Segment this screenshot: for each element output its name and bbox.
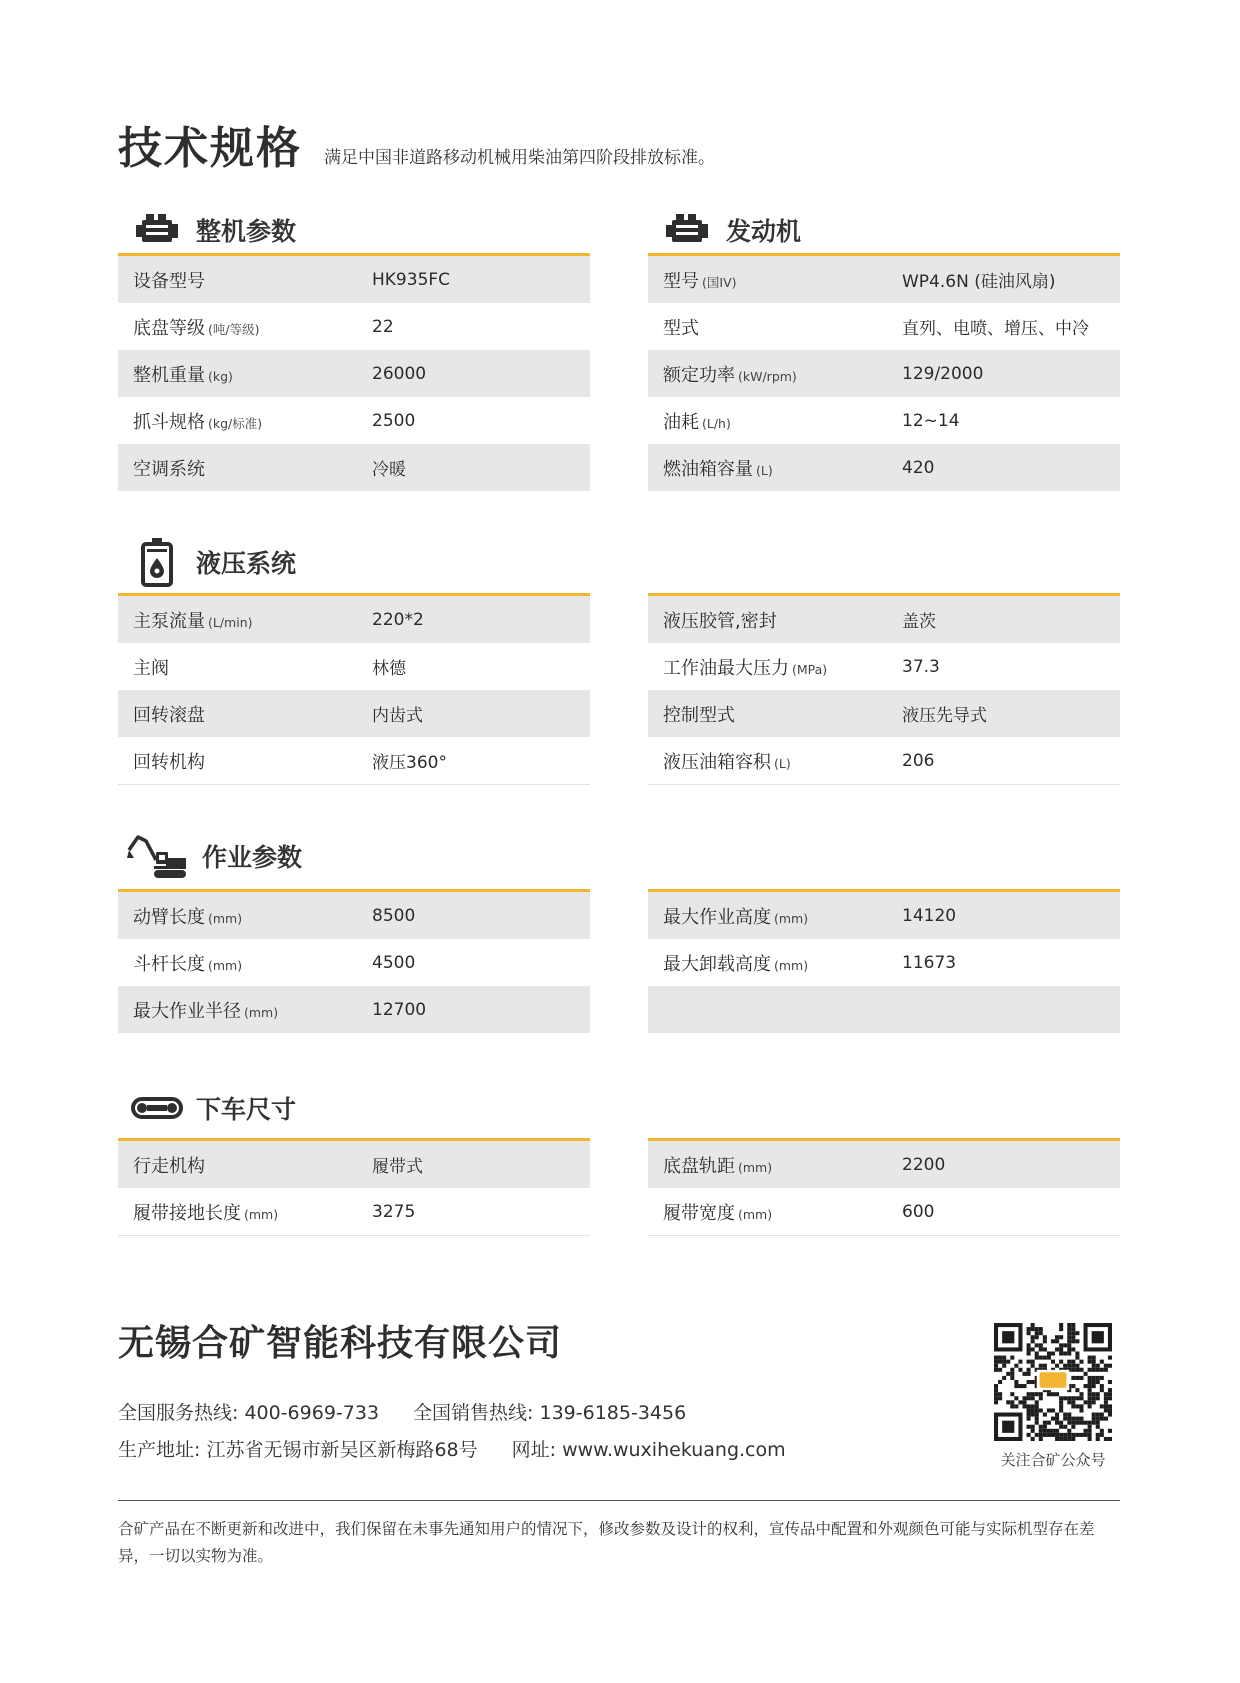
- spec-label: 底盘等级 (吨/等级): [133, 317, 260, 339]
- spec-value: 12700: [372, 999, 427, 1020]
- table-row: [648, 256, 1120, 303]
- spec-label: 设备型号: [133, 270, 205, 292]
- spec-label: 最大作业半径 (mm): [133, 1000, 279, 1022]
- section-title: 液压系统: [196, 549, 297, 578]
- spec-value: 直列、电喷、增压、中冷: [902, 319, 1089, 339]
- table-row: [118, 303, 590, 350]
- section-heading-engine: [660, 200, 801, 260]
- address-line: [118, 1435, 786, 1462]
- engine-block-icon: [660, 203, 714, 257]
- spec-value: 22: [372, 316, 394, 337]
- spec-table-undercarriage-right: [648, 1138, 1120, 1236]
- spec-label: 抓斗规格 (kg/标准): [133, 411, 263, 433]
- footer-divider: [118, 1500, 1120, 1501]
- spec-label: 回转滚盘: [133, 704, 205, 726]
- spec-table-hydraulic-left: [118, 593, 590, 785]
- spec-value: 4500: [372, 952, 416, 973]
- table-row: [118, 350, 590, 397]
- spec-value: 37.3: [902, 656, 940, 677]
- table-row: [118, 939, 590, 986]
- spec-label: 整机重量 (kg): [133, 364, 233, 386]
- table-row: [648, 1188, 1120, 1236]
- table-row: [648, 690, 1120, 737]
- spec-label: 额定功率 (kW/rpm): [663, 364, 797, 386]
- spec-value: 420: [902, 457, 935, 478]
- spec-label: 最大作业高度 (mm): [663, 906, 809, 928]
- spec-label: 履带宽度 (mm): [663, 1202, 773, 1224]
- table-row: [648, 397, 1120, 444]
- excavator-icon: [124, 829, 190, 883]
- section-title: 作业参数: [202, 843, 303, 872]
- table-row: [118, 596, 590, 643]
- table-row: [118, 1141, 590, 1188]
- hotline-line: [118, 1398, 686, 1425]
- spec-value: 12~14: [902, 410, 960, 431]
- spec-table-undercarriage-left: [118, 1138, 590, 1236]
- spec-label: 型式: [663, 317, 699, 339]
- spec-label: 动臂长度 (mm): [133, 906, 243, 928]
- spec-label: 主阀: [133, 657, 169, 679]
- table-row-empty: [648, 986, 1120, 1033]
- spec-label: 履带接地长度 (mm): [133, 1202, 279, 1224]
- spec-label: 回转机构: [133, 751, 205, 773]
- section-heading-work: [124, 826, 302, 886]
- spec-table-engine: [648, 253, 1120, 491]
- company-name: 无锡合矿智能科技有限公司: [118, 1323, 563, 1364]
- table-row: [648, 350, 1120, 397]
- table-row: [648, 892, 1120, 939]
- spec-label: 空调系统: [133, 458, 205, 480]
- table-row: [118, 444, 590, 491]
- table-row: [648, 596, 1120, 643]
- table-row: [648, 303, 1120, 350]
- spec-value: 盖茨: [902, 612, 936, 632]
- table-row: [648, 737, 1120, 785]
- table-row: [118, 1188, 590, 1236]
- spec-value: WP4.6N (硅油风扇): [902, 272, 1056, 292]
- spec-table-work-right: [648, 889, 1120, 1033]
- section-title: 整机参数: [196, 217, 297, 246]
- spec-value: 600: [902, 1201, 935, 1222]
- spec-label: 斗杆长度 (mm): [133, 953, 243, 975]
- section-title: 下车尺寸: [196, 1095, 297, 1124]
- spec-value: 206: [902, 750, 935, 771]
- spec-value: 11673: [902, 952, 957, 973]
- spec-value: 液压360°: [372, 753, 447, 773]
- spec-value: 林德: [372, 659, 406, 679]
- spec-table-hydraulic-right: [648, 593, 1120, 785]
- table-row: [118, 892, 590, 939]
- disclaimer-text: 合矿产品在不断更新和改进中，我们保留在未事先通知用户的情况下，修改参数及设计的权利，宣传品中配置和外观颜色可能与实际机型存在差异，一切以实物为准。: [118, 1520, 1095, 1565]
- spec-label: [648, 999, 902, 1020]
- spec-value: 3275: [372, 1201, 416, 1222]
- engine-block-icon: [130, 203, 184, 257]
- spec-table-work-left: [118, 889, 590, 1033]
- spec-label: 油耗 (L/h): [663, 411, 731, 433]
- website-link[interactable]: 网址: www.wuxihekuang.com: [511, 1439, 786, 1461]
- wechat-qr-code-icon: [994, 1323, 1112, 1441]
- spec-value: 冷暖: [372, 460, 406, 480]
- table-row: [648, 444, 1120, 491]
- section-heading-machine: [130, 200, 296, 260]
- section-heading-hydraulic: [130, 532, 296, 592]
- table-row: [648, 643, 1120, 690]
- spec-value: 内齿式: [372, 706, 423, 726]
- spec-label: 最大卸载高度 (mm): [663, 953, 809, 975]
- table-row: [118, 690, 590, 737]
- table-row: [118, 256, 590, 303]
- spec-label: 液压油箱容积 (L): [663, 751, 791, 773]
- sales-hotline: 全国销售热线: 139-6185-3456: [413, 1402, 687, 1424]
- spec-label: 行走机构: [133, 1155, 205, 1177]
- table-row: [118, 737, 590, 785]
- spec-value: 液压先导式: [902, 706, 987, 726]
- spec-value: 8500: [372, 905, 416, 926]
- spec-value: 2500: [372, 410, 416, 431]
- qr-caption: 关注合矿公众号: [1000, 1451, 1106, 1469]
- page-header: [118, 112, 715, 176]
- table-row: [118, 397, 590, 444]
- spec-value: 220*2: [372, 609, 424, 630]
- spec-label: 工作油最大压力 (MPa): [663, 657, 828, 679]
- hydraulic-oil-tank-icon: [130, 535, 184, 589]
- spec-label: 燃油箱容量 (L): [663, 458, 773, 480]
- section-heading-undercarriage: [130, 1078, 296, 1138]
- service-hotline: 全国服务热线: 400-6969-733: [118, 1402, 380, 1424]
- spec-label: 型号 (国IV): [663, 270, 737, 292]
- table-row: [648, 939, 1120, 986]
- section-title: 发动机: [726, 217, 802, 246]
- spec-label: 主泵流量 (L/min): [133, 610, 253, 632]
- spec-value: HK935FC: [372, 269, 451, 290]
- table-row: [118, 643, 590, 690]
- page-title: 技术规格: [118, 123, 302, 174]
- spec-value: 14120: [902, 905, 957, 926]
- table-row: [118, 986, 590, 1033]
- table-row: [648, 1141, 1120, 1188]
- spec-label: 液压胶管,密封: [663, 610, 777, 632]
- spec-value: 履带式: [372, 1157, 423, 1177]
- spec-value: 26000: [372, 363, 427, 384]
- spec-table-machine: [118, 253, 590, 491]
- spec-label: 控制型式: [663, 704, 735, 726]
- spec-label: 底盘轨距 (mm): [663, 1155, 773, 1177]
- spec-value: 129/2000: [902, 363, 984, 384]
- factory-address: 生产地址: 江苏省无锡市新吴区新梅路68号: [118, 1439, 478, 1461]
- spec-value: 2200: [902, 1154, 946, 1175]
- page-subtitle: 满足中国非道路移动机械用柴油第四阶段排放标准。: [324, 148, 715, 168]
- crawler-track-icon: [130, 1081, 184, 1135]
